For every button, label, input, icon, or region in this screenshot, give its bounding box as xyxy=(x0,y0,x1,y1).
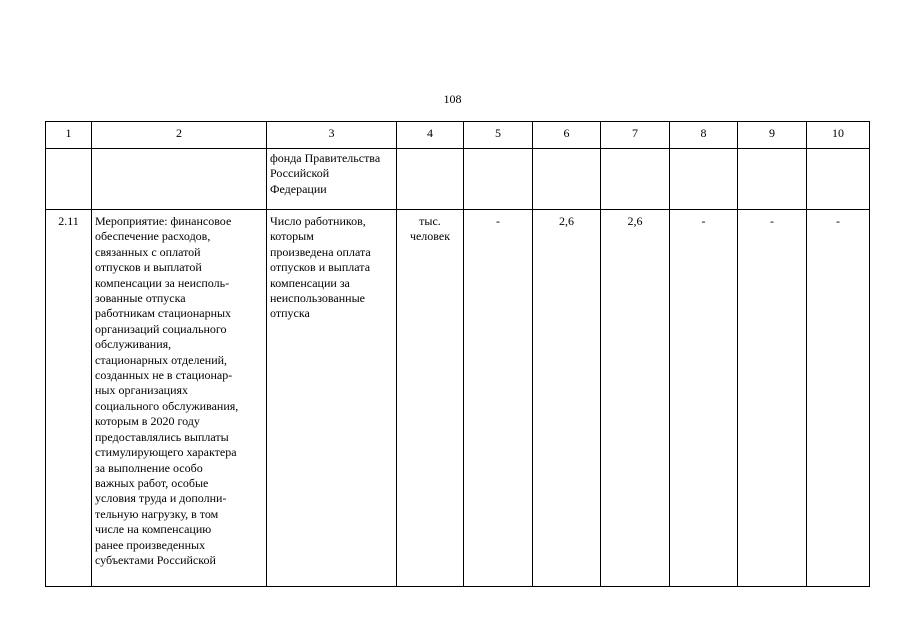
header-cell: 10 xyxy=(807,122,870,149)
text-line: которым в 2020 году xyxy=(95,414,200,429)
header-cell: 8 xyxy=(670,122,738,149)
text-line: работникам стационарных xyxy=(95,306,232,321)
empty-cell xyxy=(464,149,533,210)
text-line: за выполнение особо xyxy=(95,460,203,475)
value-cell-col5: - xyxy=(464,210,533,587)
text-line: человек xyxy=(409,229,451,244)
text-line: Федерации xyxy=(270,181,327,196)
text-line: которым xyxy=(270,229,314,244)
table-header-row xyxy=(46,122,870,149)
value-cell-col10: - xyxy=(807,210,870,587)
indicator-cell xyxy=(267,210,397,587)
value-cell-col6: 2,6 xyxy=(533,210,601,587)
empty-cell xyxy=(601,149,670,210)
text-line: связанных с оплатой xyxy=(95,244,201,259)
text-line: отпуска xyxy=(270,306,310,321)
indicator-continuation-cell xyxy=(267,149,397,210)
text-line: созданных не в стационар- xyxy=(95,368,233,383)
data-table xyxy=(45,121,870,587)
header-cell: 2 xyxy=(92,122,267,149)
text-line: ранее произведенных xyxy=(95,537,206,552)
empty-cell xyxy=(397,149,464,210)
text-line: обслуживания, xyxy=(95,337,172,352)
text-line: Российской xyxy=(270,166,330,181)
text-line: зованные отпуска xyxy=(95,291,186,306)
empty-cell xyxy=(738,149,807,210)
value-cell-col9: - xyxy=(738,210,807,587)
header-cell: 9 xyxy=(738,122,807,149)
text-line: произведена оплата xyxy=(270,244,371,259)
text-line: числе на компенсацию xyxy=(95,522,212,537)
empty-cell xyxy=(46,149,92,210)
text-line: предоставлялись выплаты xyxy=(95,429,229,444)
text-line: отпусков и выплатой xyxy=(95,260,202,275)
header-cell: 5 xyxy=(464,122,533,149)
unit-cell xyxy=(397,210,464,587)
text-line: фонда Правительства xyxy=(270,151,381,165)
row-number-cell: 2.11 xyxy=(46,210,92,587)
text-line: социального обслуживания, xyxy=(95,398,239,413)
header-cell: 3 xyxy=(267,122,397,149)
value-cell-col8: - xyxy=(670,210,738,587)
header-cell: 1 xyxy=(46,122,92,149)
text-line: неиспользованные xyxy=(270,291,365,306)
page-number: 108 xyxy=(443,92,462,106)
text-line: Число работников, xyxy=(270,214,366,228)
text-line: тыс. xyxy=(419,214,441,228)
empty-cell xyxy=(533,149,601,210)
header-cell: 4 xyxy=(397,122,464,149)
header-cell: 7 xyxy=(601,122,670,149)
header-cell: 6 xyxy=(533,122,601,149)
empty-cell xyxy=(807,149,870,210)
measure-description-cell xyxy=(92,210,267,587)
text-line: компенсации за неисполь- xyxy=(95,275,230,290)
text-line: обеспечение расходов, xyxy=(95,229,211,244)
table-row-continuation xyxy=(46,149,870,210)
text-line: важных работ, особые xyxy=(95,475,209,490)
empty-cell xyxy=(92,149,267,210)
text-line: условия труда и дополни- xyxy=(95,491,227,506)
text-line: ных организациях xyxy=(95,383,189,398)
text-line: организаций социального xyxy=(95,321,227,336)
text-line: отпусков и выплата xyxy=(270,260,371,275)
text-line: стационарных отделений, xyxy=(95,352,228,367)
text-line: Мероприятие: финансовое xyxy=(95,214,232,228)
text-line: компенсации за xyxy=(270,275,350,290)
text-line: субъектами Российской xyxy=(95,552,216,567)
text-line: стимулирующего характера xyxy=(95,445,237,460)
empty-cell xyxy=(670,149,738,210)
table-row xyxy=(46,210,870,587)
text-line: тельную нагрузку, в том xyxy=(95,506,219,521)
value-cell-col7: 2,6 xyxy=(601,210,670,587)
